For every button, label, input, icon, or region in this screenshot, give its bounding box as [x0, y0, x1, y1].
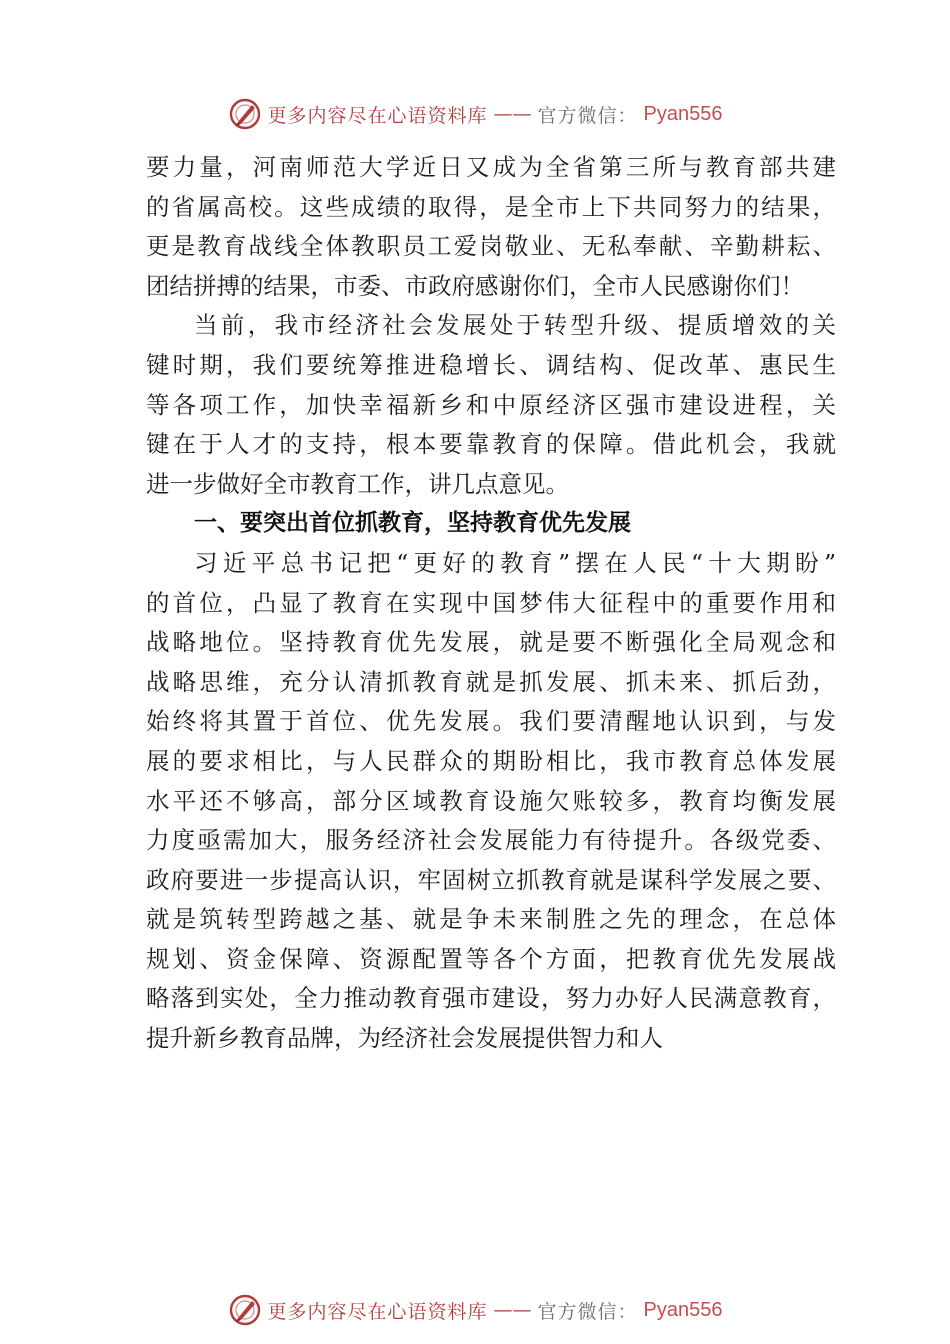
watermark-dash: ——	[493, 1299, 532, 1321]
text-line: 的首位，凸显了教育在实现中国梦伟大征程中的重要作用和	[146, 588, 836, 617]
text-line: 等各项工作，加快幸福新乡和中原经济区强市建设进程，关	[146, 390, 836, 419]
watermark-brand: 更多内容尽在心语资料库	[267, 1300, 488, 1323]
text-line: 习近平总书记把“更好的教育”摆在人民“十大期盼”	[194, 548, 836, 577]
paragraph-block-intro	[146, 148, 836, 504]
text-line: 政府要进一步提高认识，牢固树立抓教育就是谋科学发展之要、	[146, 865, 836, 894]
watermark-wechat-id: Pyan556	[643, 102, 723, 125]
watermark-wechat-id: Pyan556	[643, 1298, 723, 1321]
text-line: 展的要求相比，与人民群众的期盼相比，我市教育总体发展	[146, 746, 836, 775]
text-line: 进一步做好全市教育工作，讲几点意见。	[146, 469, 569, 498]
watermark-label: 官方微信：	[537, 1300, 638, 1323]
text-line: 键在于人才的支持，根本要靠教育的保障。借此机会，我就	[146, 430, 836, 459]
document-body	[146, 148, 836, 1059]
text-line: 始终将其置于首位、优先发展。我们要清醒地认识到，与发	[146, 707, 836, 736]
text-line: 当前，我市经济社会发展处于转型升级、提质增效的关	[194, 311, 836, 340]
text-line: 提升新乡教育品牌，为经济社会发展提供智力和人	[146, 1024, 663, 1053]
watermark-label: 官方微信：	[537, 104, 638, 127]
text-line: 的省属高校。这些成绩的取得，是全市上下共同努力的结果，	[146, 192, 836, 221]
text-line: 更是教育战线全体教职员工爱岗敬业、无私奉献、辛勤耕耘、	[146, 232, 836, 261]
text-line: 键时期，我们要统筹推进稳增长、调结构、促改革、惠民生	[146, 350, 836, 379]
section-heading: 一、要突出首位抓教育，坚持教育优先发展	[194, 510, 631, 537]
text-line: 水平还不够高，部分区域教育设施欠账较多，教育均衡发展	[146, 786, 836, 815]
pen-circle-icon	[228, 97, 262, 131]
text-line: 战略思维，充分认清抓教育就是抓发展、抓未来、抓后劲，	[146, 667, 836, 696]
text-line: 力度亟需加大，服务经济社会发展能力有待提升。各级党委、	[146, 826, 836, 855]
text-line: 略落到实处，全力推动教育强市建设，努力办好人民满意教育，	[146, 984, 836, 1013]
footer-watermark	[0, 1290, 950, 1330]
text-line: 规划、资金保障、资源配置等各个方面，把教育优先发展战	[146, 944, 836, 973]
header-watermark	[0, 94, 950, 134]
text-line: 团结拼搏的结果，市委、市政府感谢你们，全市人民感谢你们！	[146, 271, 804, 300]
paragraph-block-section-one	[146, 544, 836, 1059]
text-line: 要力量，河南师范大学近日又成为全省第三所与教育部共建	[146, 153, 836, 181]
pen-circle-icon	[228, 1293, 262, 1327]
watermark-dash: ——	[493, 103, 532, 125]
watermark-brand: 更多内容尽在心语资料库	[267, 104, 488, 127]
text-line: 战略地位。坚持教育优先发展，就是要不断强化全局观念和	[146, 628, 836, 657]
text-line: 就是筑转型跨越之基、就是争未来制胜之先的理念，在总体	[146, 905, 836, 934]
